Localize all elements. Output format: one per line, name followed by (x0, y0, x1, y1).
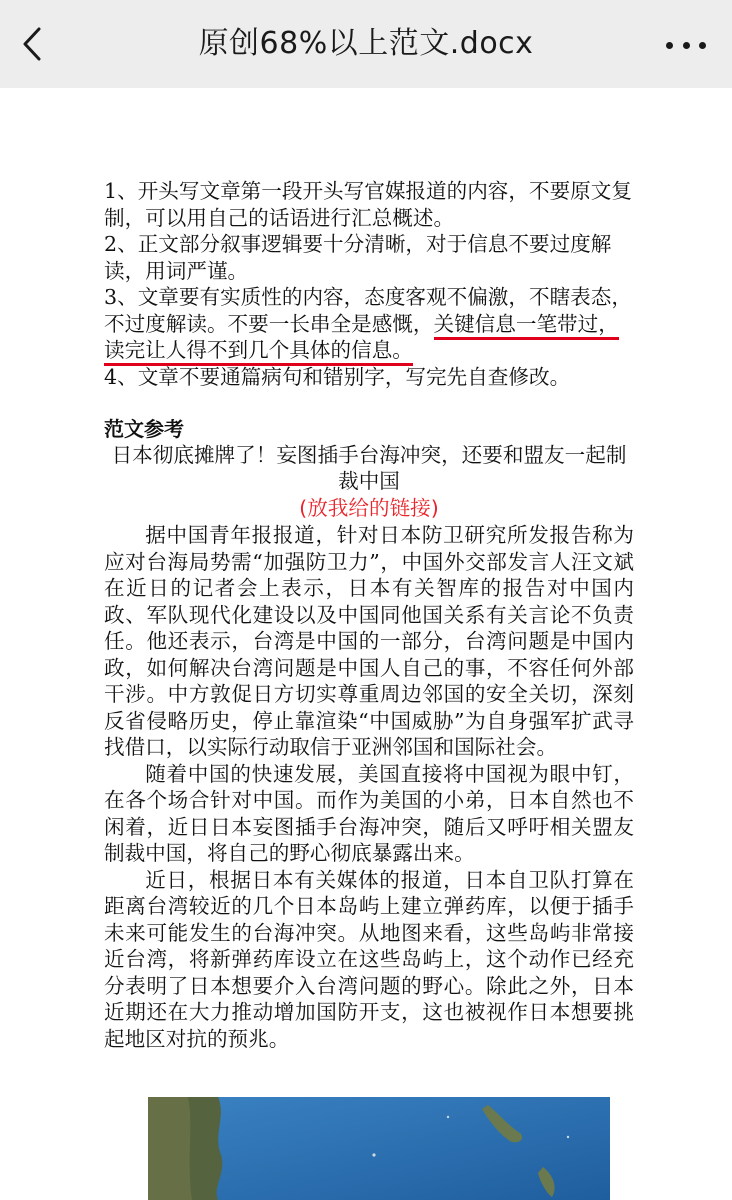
article-paragraph-3: 近日，根据日本有关媒体的报道，日本自卫队打算在距离台湾较近的几个日本岛屿上建立弹药库，以便于插手未来可能发生的台海冲突。从地图来看，这些岛屿非常接近台湾，将新弹药库设立在这些岛屿上，这个动作已经充分表明了日本想要介入台湾问题的野心。除此之外，日本近期还在大力推动增加国防开支，这也被视作日本想要挑起地区对抗的预兆。 (104, 867, 634, 1051)
satellite-map-image (148, 1097, 610, 1200)
top-navigation-bar (0, 0, 732, 88)
document-title: 原创68%以上范文.docx (198, 26, 534, 61)
article-paragraph-1: 据中国青年报报道，针对日本防卫研究所发报告称为应对台海局势需“加强防卫力”，中国外交部发言人汪文斌在近日的记者会上表示，日本有关智库的报告对中国内政、军队现代化建设以及中国同他国关系有关言论不负责任。他还表示，台湾是中国的一部分，台湾问题是中国内政，如何解决台湾问题是中国人自己的事，不容任何外部干涉。中方敦促日方切实尊重周边邻国的安全关切，深刻反省侵略历史，停止靠渲染“中国威胁”为自身强军扩武寻找借口，以实际行动取信于亚洲邻国和国际社会。 (104, 523, 634, 759)
link-placeholder-note: (放我给的链接) (299, 496, 439, 520)
red-underlined-highlight: 关键信息一笔带过，读完让人得不到几个具体的信息。 (104, 312, 619, 367)
requirement-item-3 (104, 284, 634, 364)
article-title: 日本彻底摊牌了！妄图插手台海冲突，还要和盟友一起制裁中国 (111, 443, 627, 493)
more-dots-icon (666, 42, 673, 49)
sample-heading: 范文参考 (104, 417, 184, 441)
requirement-item-4: 4、文章不要通篇病句和错别字，写完先自查修改。 (104, 364, 571, 389)
requirement-item-2: 2、正文部分叙事逻辑要十分清晰，对于信息不要过度解读，用词严谨。 (104, 232, 612, 283)
requirement-item-3-text: 3、文章要有实质性的内容，态度客观不偏激，不瞎表态，不过度解读。不要一长串全是感慨， (104, 285, 632, 336)
article-paragraph-2: 随着中国的快速发展，美国直接将中国视为眼中钉，在各个场合针对中国。而作为美国的小弟，日本自然也不闲着，近日日本妄图插手台海冲突，随后又呼吁相关盟友制裁中国，将自己的野心彻底暴露出来。 (104, 761, 634, 865)
more-options-button[interactable] (666, 30, 706, 60)
document-body (104, 178, 634, 1052)
requirement-item-1: 1、开头写文章第一段开头写官媒报道的内容，不要原文复制，可以用自己的话语进行汇总概述。 (104, 179, 632, 230)
